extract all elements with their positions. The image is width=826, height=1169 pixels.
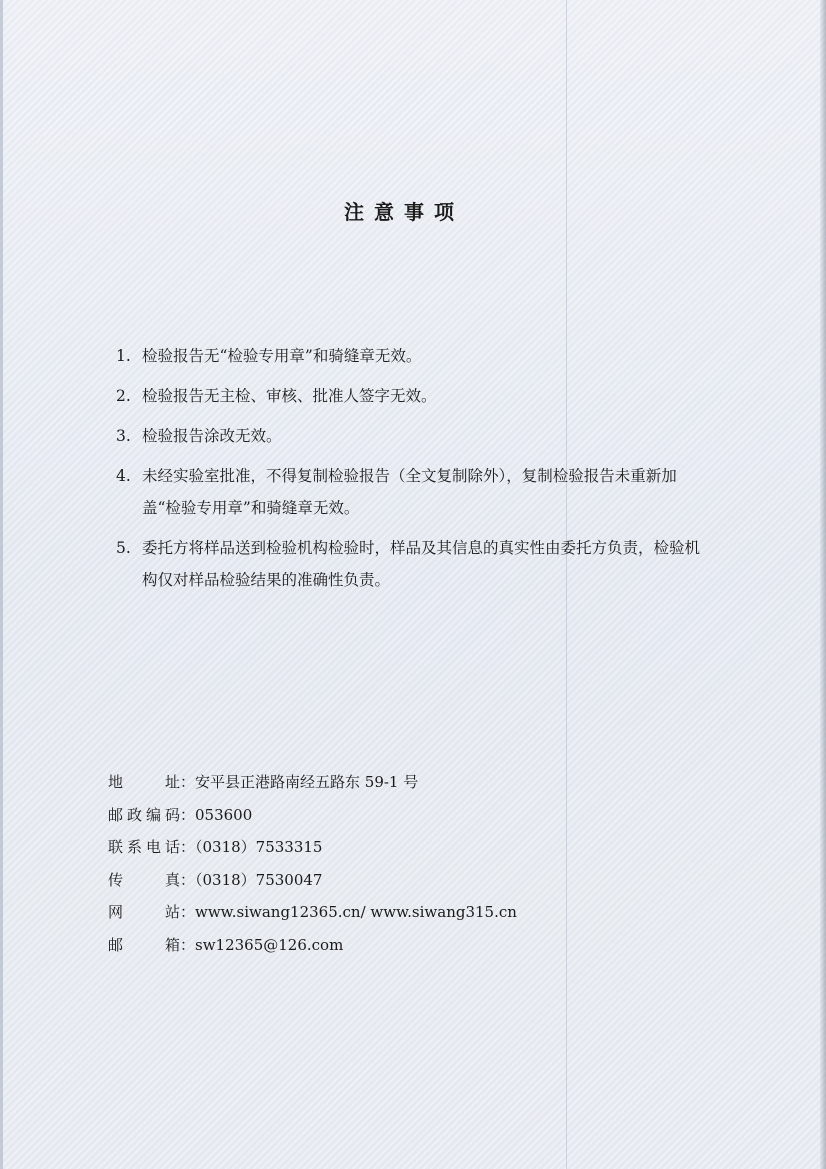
- contact-value: ：（0318）7533315: [180, 838, 323, 856]
- note-text: 未经实验室批准，不得复制检验报告（全文复制除外），复制检验报告未重新加盖“检验专用章”和骑缝章无效。: [142, 467, 677, 517]
- contact-value: ：www.siwang12365.cn/ www.siwang315.cn: [180, 903, 517, 921]
- contact-label: 传 真: [108, 870, 180, 889]
- note-number: 4.: [116, 467, 131, 485]
- note-item: [116, 340, 736, 372]
- page-title: 注意事项: [344, 200, 464, 224]
- contact-address: [108, 766, 517, 799]
- note-item: [116, 532, 736, 596]
- note-text: 检验报告无主检、审核、批准人签字无效。: [142, 387, 437, 405]
- contact-value: ：sw12365@126.com: [180, 935, 344, 954]
- note-item: [116, 460, 736, 524]
- contact-label: 网 站: [108, 903, 180, 921]
- contact-label: 地 址: [108, 773, 180, 791]
- note-number: 2.: [116, 387, 131, 405]
- note-text: 检验报告无“检验专用章”和骑缝章无效。: [142, 347, 422, 365]
- contact-email: [108, 929, 517, 962]
- page-left-edge: [0, 0, 3, 1169]
- note-text: 委托方将样品送到检验机构检验时，样品及其信息的真实性由委托方负责，检验机构仅对样品检验结果的准确性负责。: [142, 539, 701, 589]
- page-right-edge: [820, 0, 826, 1169]
- contact-value: ：安平县正港路南经五路东 59-1 号: [180, 773, 419, 791]
- notes-list: [116, 340, 736, 604]
- contact-block: [108, 766, 517, 961]
- contact-fax: [108, 864, 517, 897]
- contact-website: [108, 896, 517, 929]
- contact-phone: [108, 831, 517, 864]
- contact-label: 联系电话: [108, 838, 180, 856]
- contact-label: 邮 箱: [108, 935, 180, 954]
- contact-label: 邮政编码: [108, 805, 180, 824]
- contact-value: ：（0318）7530047: [180, 870, 323, 889]
- contact-value: ：053600: [180, 805, 253, 824]
- note-number: 3.: [116, 427, 131, 445]
- note-number: 5.: [116, 539, 131, 557]
- note-item: [116, 420, 736, 452]
- note-item: [116, 380, 736, 412]
- note-number: 1.: [116, 347, 131, 365]
- contact-postcode: [108, 799, 517, 832]
- note-text: 检验报告涂改无效。: [142, 427, 282, 445]
